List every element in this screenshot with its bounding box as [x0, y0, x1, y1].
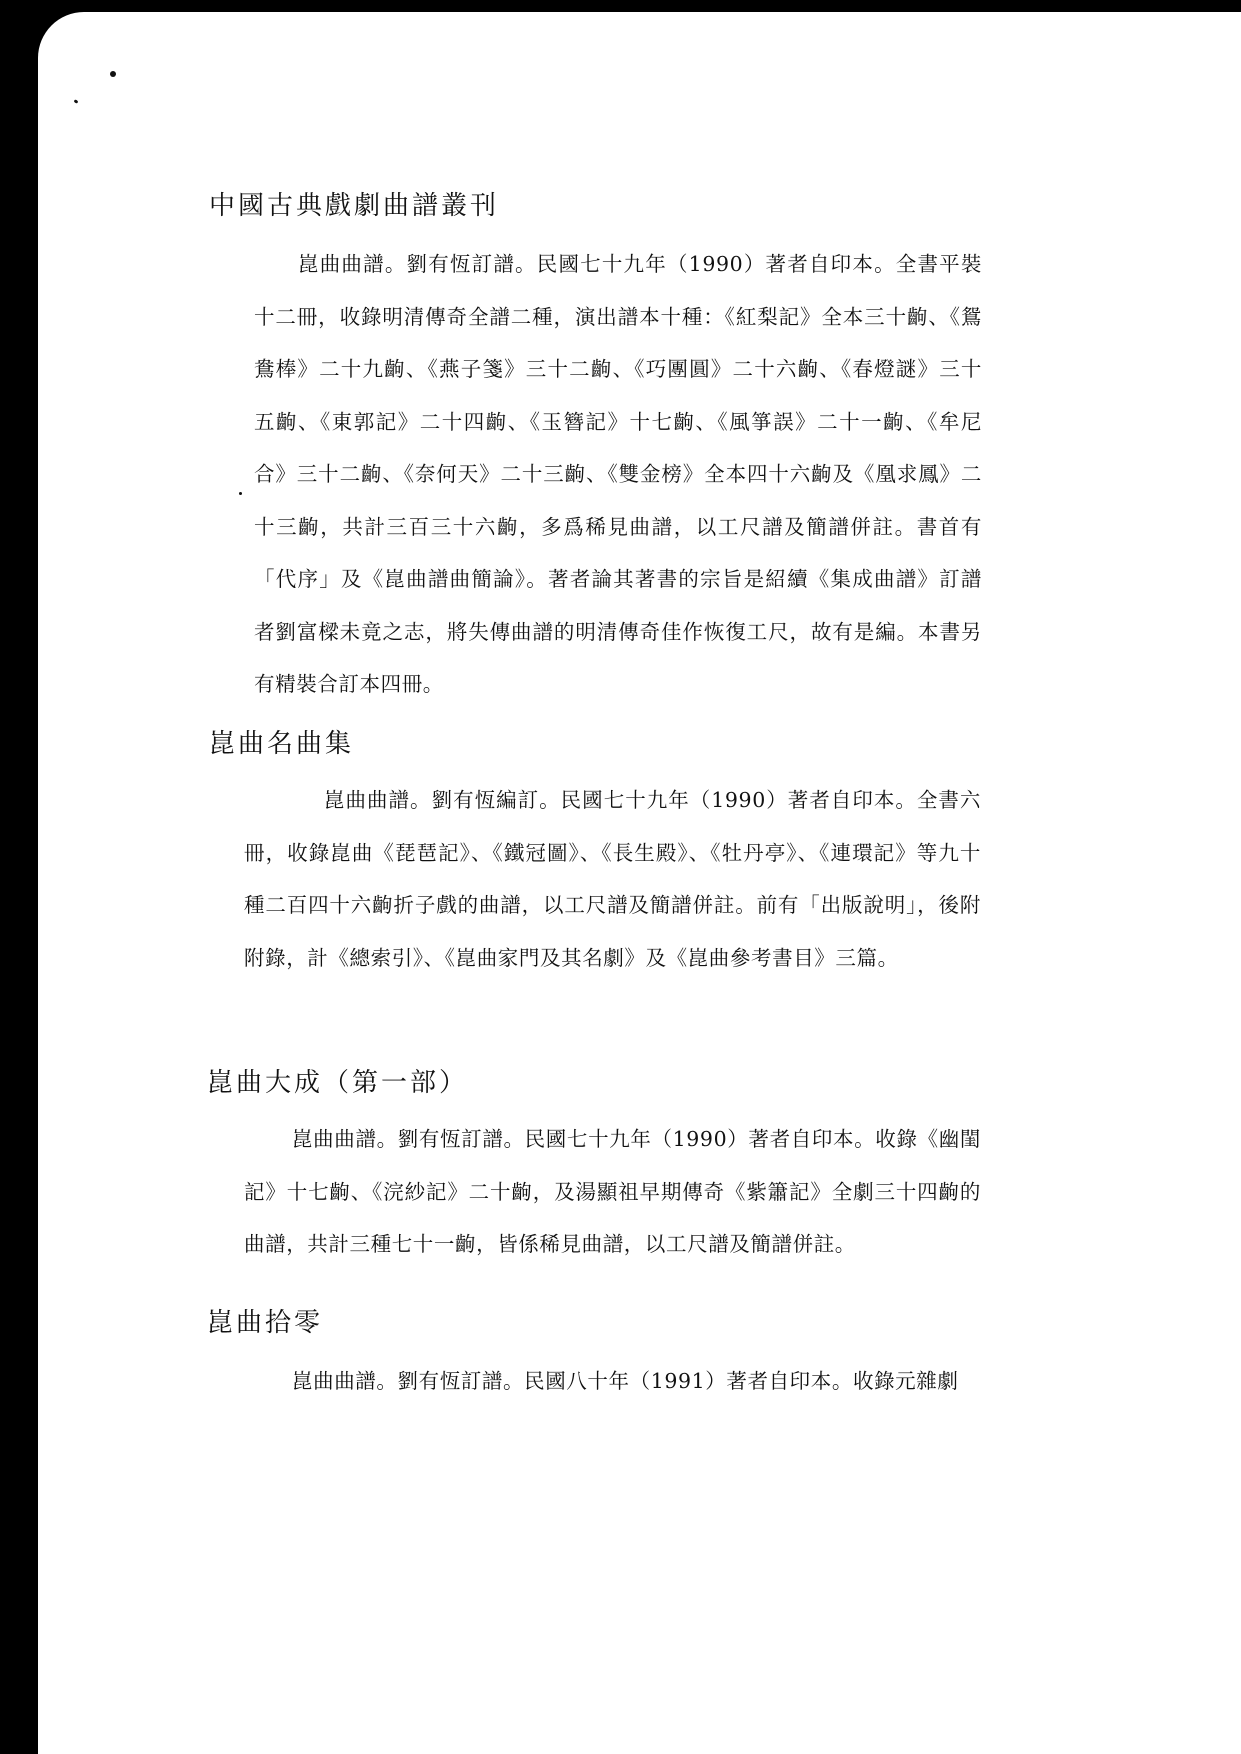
entry-description: 崑曲曲譜。劉有恆訂譜。民國八十年（1991）著者自印本。收錄元雜劇 — [292, 1369, 959, 1393]
scan-speck — [110, 71, 116, 77]
entry-description: 崑曲曲譜。劉有恆訂譜。民國七十九年（1990）著者自印本。收錄《幽閨記》十七齣、《浣紗記》二十齣，及湯顯祖早期傳奇《紫簫記》全劇三十四齣的曲譜，共計三種七十一齣，皆係稀見曲譜，以工尺譜及簡譜併註。 — [244, 1127, 981, 1256]
entry-title: 崑曲大成（第一部） — [207, 1068, 469, 1098]
scan-speck — [239, 492, 242, 495]
entry-title: 崑曲名曲集 — [209, 729, 355, 759]
entry-title: 崑曲拾零 — [207, 1308, 324, 1338]
entry-description: 崑曲曲譜。劉有恆訂譜。民國七十九年（1990）著者自印本。全書平裝十二冊，收錄明清傳奇全譜二種，演出譜本十種：《紅梨記》全本三十齣、《鴛鴦棒》二十九齣、《燕子箋》三十二齣、《巧團圓》二十六齣、《春燈謎》三十五齣、《東郭記》二十四齣、《玉簪記》十七齣、《風箏誤》二十一齣、《牟尼合》三十二齣、《奈何天》二十三齣、《雙金榜》全本四十六齣及《凰求鳳》二十三齣，共計三百三十六齣，多爲稀見曲譜，以工尺譜及簡譜併註。書首有「代序」及《崑曲譜曲簡論》。著者論其著書的宗旨是紹續《集成曲譜》訂譜者劉富樑未竟之志，將失傳曲譜的明清傳奇佳作恢復工尺，故有是編。本書另有精裝合訂本四冊。 — [254, 252, 982, 696]
entry-title: 中國古典戲劇曲譜叢刊 — [209, 191, 500, 221]
entry-description: 崑曲曲譜。劉有恆編訂。民國七十九年（1990）著者自印本。全書六冊，收錄崑曲《琵琶記》、《鐵冠圖》、《長生殿》、《牡丹亭》、《連環記》等九十種二百四十六齣折子戲的曲譜，以工尺譜及簡譜併註。前有「出版說明」，後附附錄，計《總索引》、《崑曲家門及其名劇》及《崑曲參考書目》三篇。 — [244, 788, 981, 970]
